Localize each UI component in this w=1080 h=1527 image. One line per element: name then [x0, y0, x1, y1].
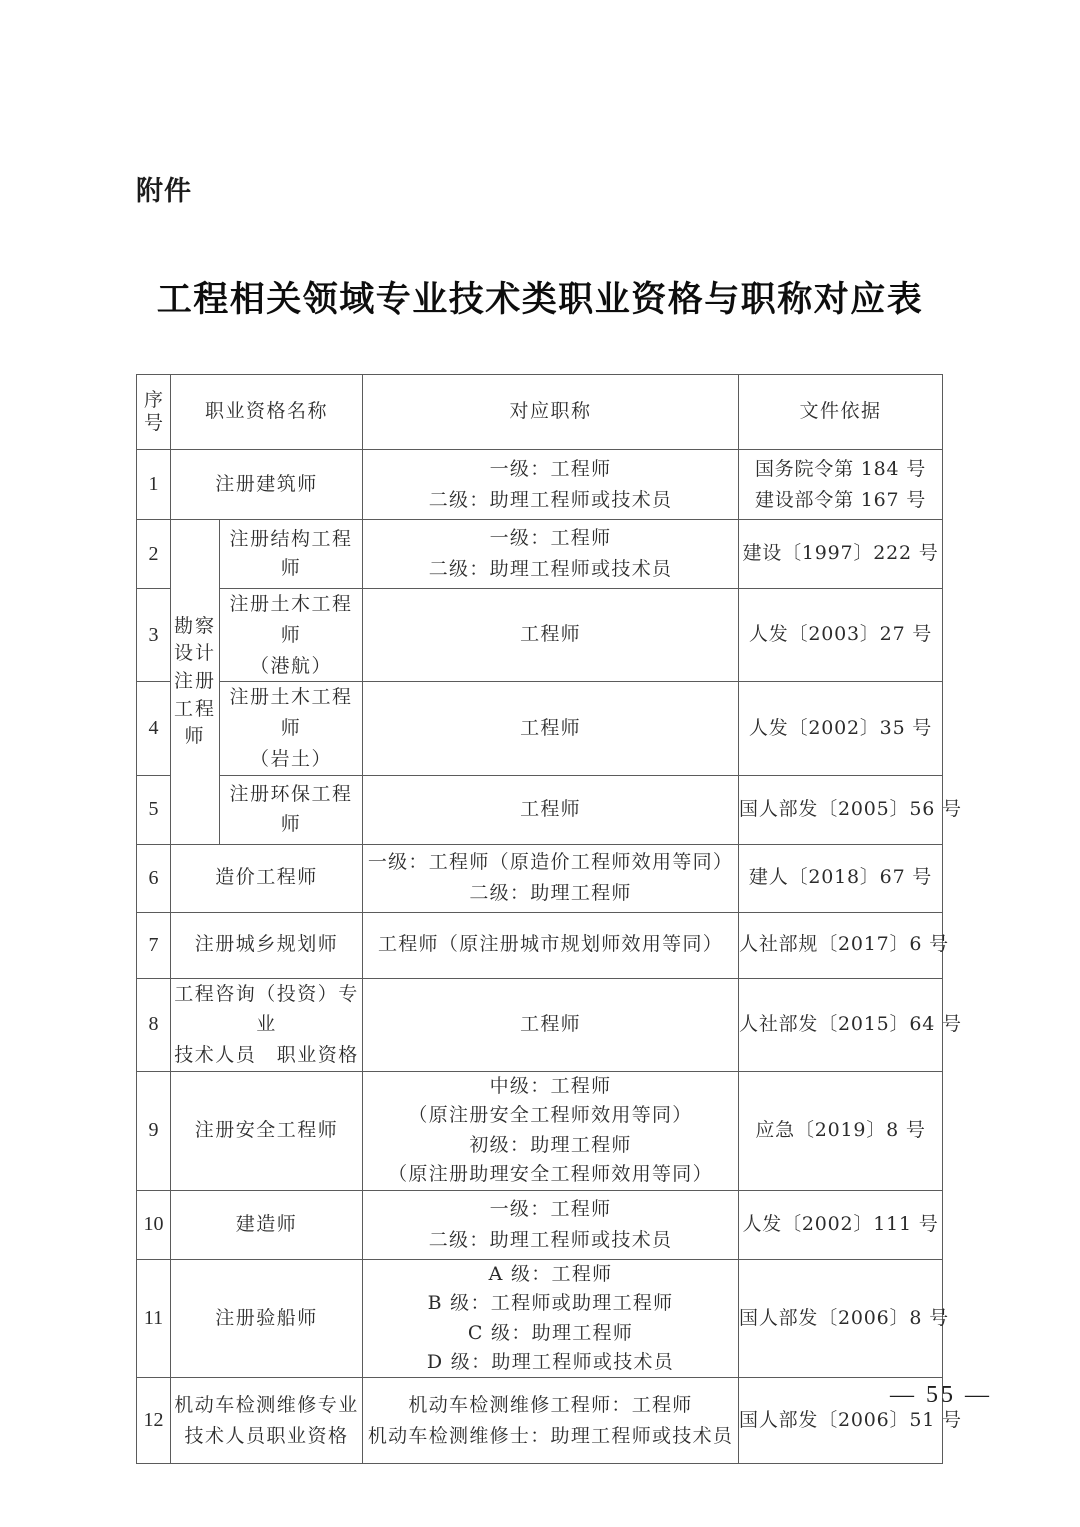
title-line: 工程师	[520, 623, 581, 646]
name-line: 技术人员 职业资格	[174, 1044, 359, 1067]
header-cell-corresponding-title: 对应职称	[363, 375, 739, 450]
title-line: 二级：助理工程师或技术员	[428, 558, 673, 580]
group-line: 师	[184, 725, 206, 748]
row-document-basis	[739, 450, 943, 520]
name-line: 注册土木工程师	[229, 686, 353, 740]
name-line: 技术人员职业资格	[184, 1424, 349, 1447]
header-cell-qualification-name: 职业资格名称	[171, 375, 363, 450]
row-qualification-name	[220, 589, 363, 682]
row-document-basis	[739, 1190, 943, 1259]
title-line: 一级：工程师	[489, 457, 612, 480]
table-row	[137, 1190, 943, 1259]
table-row	[137, 589, 943, 682]
title-line: 工程师	[520, 716, 581, 739]
qualification-table-container	[136, 374, 962, 1464]
row-document-basis	[739, 589, 943, 682]
doc-line: 国务院令第 184 号	[754, 457, 927, 480]
title-line: （原注册安全工程师效用等同）	[408, 1104, 693, 1127]
row-corresponding-title	[363, 844, 739, 912]
row-corresponding-title	[363, 450, 739, 520]
row-document-basis	[739, 682, 943, 775]
doc-line: 人发〔2002〕111 号	[742, 1212, 939, 1235]
group-line: 设计	[173, 642, 216, 665]
title-line: 工程师（原注册城市规划师效用等同）	[377, 933, 724, 956]
name-line: 注册城乡规划师	[194, 933, 339, 956]
merged-group-cell-survey-design-registered-engineer	[171, 520, 220, 845]
row-qualification-name	[220, 682, 363, 775]
doc-line: 人社部规〔2017〕6 号	[739, 933, 949, 956]
header-sequence-line1: 序	[143, 388, 163, 411]
table-row	[137, 978, 943, 1071]
row-document-basis	[739, 775, 962, 844]
row-sequence: 9	[137, 1071, 171, 1190]
header-cell-sequence	[137, 375, 171, 450]
row-qualification-name	[171, 1071, 363, 1190]
title-line: 工程师	[520, 1013, 581, 1036]
table-row	[137, 912, 943, 978]
table-row	[137, 682, 943, 775]
title-line: D 级：助理工程师或技术员	[426, 1350, 675, 1373]
row-sequence: 7	[137, 912, 171, 978]
table-row	[137, 1259, 943, 1378]
row-qualification-name	[171, 1259, 363, 1378]
name-line: （港航）	[250, 654, 333, 677]
row-corresponding-title	[363, 682, 739, 775]
row-corresponding-title	[363, 1190, 739, 1259]
row-document-basis	[739, 844, 943, 912]
row-qualification-name	[171, 1190, 363, 1259]
doc-line: 人社部发〔2015〕64 号	[739, 1013, 962, 1036]
doc-line: 国人部发〔2006〕8 号	[739, 1306, 949, 1329]
row-qualification-name	[171, 450, 363, 520]
doc-line: 建设〔1997〕222 号	[742, 542, 939, 565]
row-corresponding-title	[363, 775, 739, 844]
name-line: 机动车检测维修专业	[174, 1394, 359, 1417]
name-line: （岩土）	[250, 747, 333, 770]
title-line: C 级：助理工程师	[467, 1321, 634, 1344]
row-sequence: 3	[137, 589, 171, 682]
table-row	[137, 1071, 943, 1190]
row-sequence: 6	[137, 844, 171, 912]
row-sequence: 1	[137, 450, 171, 520]
name-line: 注册土木工程师	[229, 593, 353, 646]
title-line: 工程师	[520, 797, 581, 820]
name-line: 注册结构工程师	[229, 527, 353, 579]
table-row	[137, 844, 943, 912]
name-line: 造价工程师	[215, 866, 318, 889]
title-line: 机动车检测维修士：助理工程师或技术员	[367, 1424, 734, 1447]
doc-line: 国人部发〔2005〕56 号	[739, 797, 962, 820]
name-line: 工程咨询（投资）专业	[174, 982, 359, 1036]
row-qualification-name	[171, 844, 363, 912]
row-sequence: 2	[137, 520, 171, 589]
row-corresponding-title	[363, 1378, 739, 1464]
table-row	[137, 1378, 943, 1464]
qualification-title-mapping-table	[136, 374, 962, 1464]
row-corresponding-title	[363, 912, 739, 978]
table-row	[137, 450, 943, 520]
row-qualification-name	[171, 912, 363, 978]
name-line: 注册环保工程师	[229, 783, 353, 835]
group-line: 勘察	[173, 614, 216, 637]
header-sequence-line2: 号	[143, 412, 163, 434]
row-sequence: 11	[137, 1259, 171, 1378]
row-document-basis	[739, 978, 962, 1071]
doc-line: 应急〔2019〕8 号	[755, 1119, 926, 1142]
row-corresponding-title	[363, 520, 739, 589]
title-line: 一级：工程师	[489, 1197, 612, 1220]
group-line: 注册	[173, 670, 216, 693]
row-sequence: 8	[137, 978, 171, 1071]
row-corresponding-title	[363, 978, 739, 1071]
title-line: A 级：工程师	[488, 1262, 613, 1285]
title-line: 一级：工程师（原造价工程师效用等同）	[367, 851, 734, 874]
title-line: 二级：助理工程师	[469, 882, 632, 905]
row-qualification-name	[171, 1378, 363, 1464]
row-document-basis	[739, 1071, 943, 1190]
row-corresponding-title	[363, 589, 739, 682]
group-line: 工程	[173, 697, 216, 720]
table-row	[137, 775, 943, 844]
name-line: 建造师	[235, 1212, 298, 1235]
title-line: 二级：助理工程师或技术员	[428, 488, 673, 511]
row-qualification-name	[220, 775, 363, 844]
page-number: — 55 —	[890, 1382, 992, 1408]
doc-line: 国人部发〔2006〕51 号	[739, 1409, 962, 1432]
page-title: 工程相关领域专业技术类职业资格与职称对应表	[156, 279, 924, 320]
table-header-row	[137, 375, 943, 450]
title-line: B 级：工程师或助理工程师	[427, 1292, 674, 1315]
row-sequence: 4	[137, 682, 171, 775]
title-line: （原注册助理安全工程师效用等同）	[388, 1163, 713, 1186]
name-line: 注册验船师	[215, 1306, 318, 1329]
row-sequence: 12	[137, 1378, 171, 1464]
row-sequence: 10	[137, 1190, 171, 1259]
row-document-basis	[739, 1259, 949, 1378]
table-row	[137, 520, 943, 589]
doc-line: 人发〔2002〕35 号	[748, 716, 933, 739]
header-cell-document-basis: 文件依据	[739, 375, 943, 450]
name-line: 注册安全工程师	[194, 1119, 339, 1142]
title-line: 初级：助理工程师	[469, 1133, 632, 1156]
doc-line: 建人〔2018〕67 号	[748, 866, 933, 889]
row-document-basis	[739, 912, 949, 978]
title-line: 一级：工程师	[489, 527, 612, 550]
name-line: 注册建筑师	[215, 472, 318, 495]
row-document-basis	[739, 520, 943, 589]
row-qualification-name	[171, 978, 363, 1071]
title-line: 中级：工程师	[489, 1074, 612, 1097]
doc-line: 建设部令第 167 号	[754, 488, 927, 511]
row-sequence: 5	[137, 775, 171, 844]
title-line: 二级：助理工程师或技术员	[428, 1228, 673, 1251]
row-qualification-name	[220, 520, 363, 589]
row-corresponding-title	[363, 1071, 739, 1190]
row-corresponding-title	[363, 1259, 739, 1378]
title-line: 机动车检测维修工程师：工程师	[408, 1394, 693, 1417]
doc-line: 人发〔2003〕27 号	[748, 623, 933, 646]
attachment-label: 附件	[136, 176, 192, 207]
